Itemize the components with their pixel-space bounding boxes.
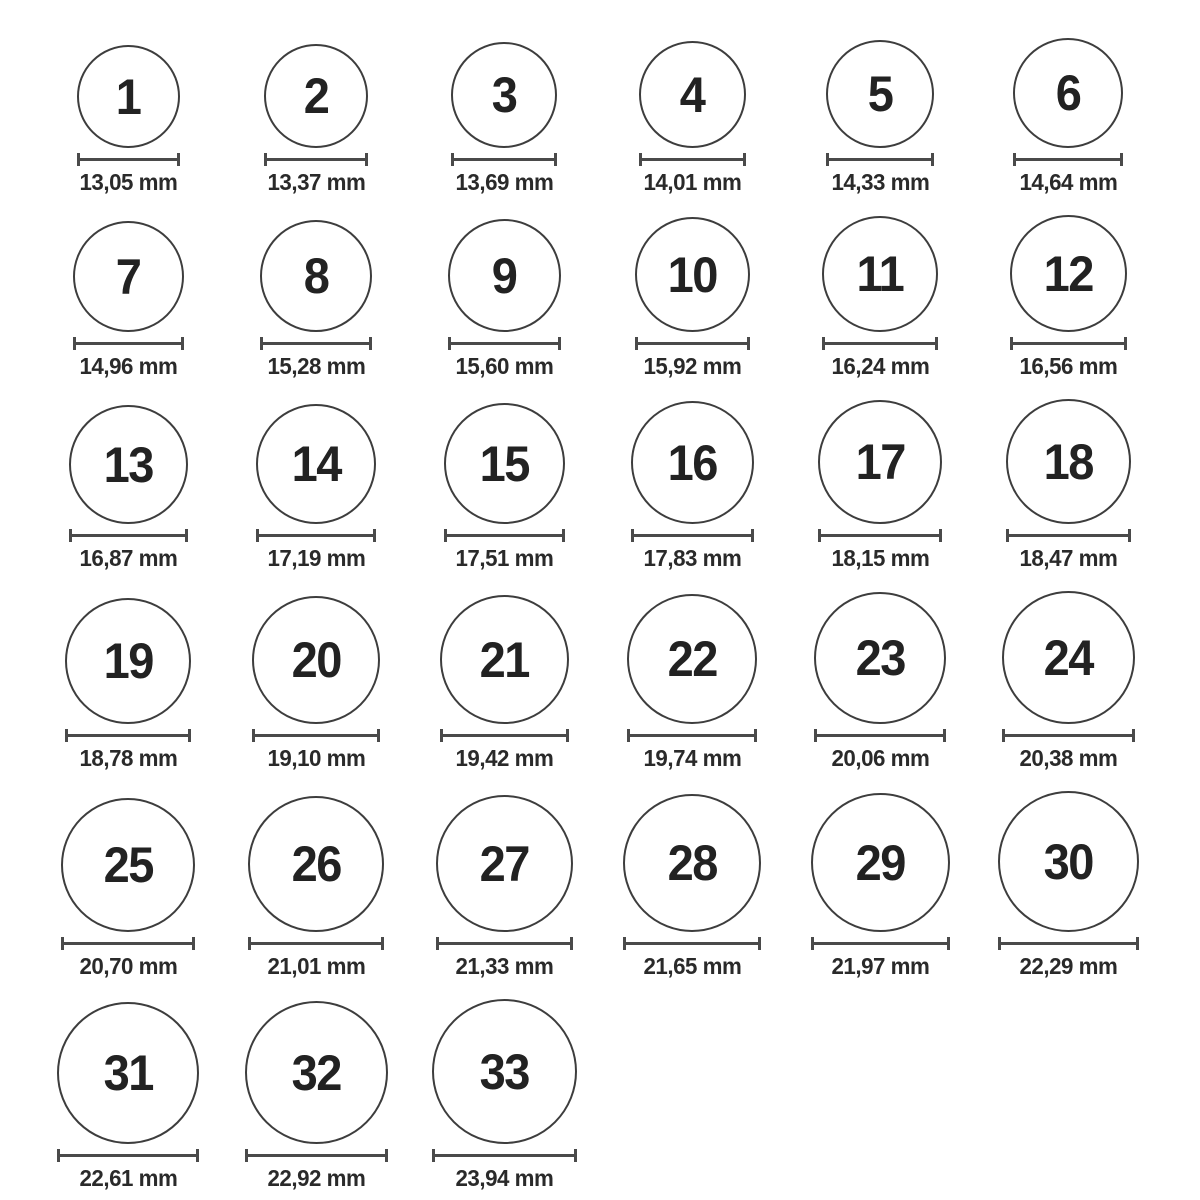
measure-bar <box>1002 734 1135 737</box>
measure-bar <box>448 342 561 345</box>
ring-number: 3 <box>491 67 517 123</box>
measure-line <box>436 937 573 950</box>
ring-cell <box>34 221 222 379</box>
ring-number: 6 <box>1055 65 1081 121</box>
measure-line <box>73 337 184 350</box>
ring-number: 13 <box>103 436 153 493</box>
ring-circle <box>69 405 188 524</box>
measure-tick-right <box>1120 153 1123 166</box>
measure-line <box>248 937 384 950</box>
measure-bar <box>252 734 380 737</box>
ring-cell <box>410 595 598 771</box>
ring-number: 5 <box>867 66 893 122</box>
ring-diameter-label: 15,60 mm <box>455 353 553 379</box>
measure-line <box>635 337 750 350</box>
ring-number: 17 <box>855 434 905 490</box>
measure-tick-right <box>574 1149 577 1162</box>
measure-line <box>256 529 376 542</box>
measure-line <box>260 337 372 350</box>
measure-tick-right <box>177 153 180 166</box>
ring-number: 18 <box>1043 433 1093 490</box>
measure-bar <box>256 534 376 537</box>
ring-cell <box>34 405 222 571</box>
ring-diameter-label: 22,92 mm <box>267 1165 365 1191</box>
measure-bar <box>627 734 757 737</box>
measure-line <box>57 1149 199 1162</box>
ring-number: 19 <box>103 633 153 689</box>
ring-diameter-label: 22,29 mm <box>1019 953 1117 979</box>
ring-diameter-label: 16,56 mm <box>1019 353 1117 379</box>
ring-diameter-label: 14,96 mm <box>79 353 177 379</box>
ring-cell <box>974 591 1162 771</box>
ring-circle <box>436 795 573 932</box>
ring-circle <box>814 592 946 724</box>
ring-number: 2 <box>303 68 329 124</box>
measure-line <box>826 153 934 166</box>
measure-tick-right <box>1124 337 1127 350</box>
ring-cell <box>410 42 598 195</box>
ring-diameter-label: 13,37 mm <box>267 169 365 195</box>
ring-diameter-label: 19,42 mm <box>455 745 553 771</box>
ring-circle <box>1010 215 1127 332</box>
measure-line <box>61 937 195 950</box>
ring-cell <box>974 38 1162 195</box>
ring-circle <box>448 219 561 332</box>
ring-circle <box>635 217 750 332</box>
ring-diameter-label: 13,69 mm <box>455 169 553 195</box>
ring-number: 14 <box>291 436 341 492</box>
ring-number: 8 <box>303 248 329 304</box>
measure-bar <box>65 734 191 737</box>
ring-circle <box>256 404 376 524</box>
ring-number: 11 <box>856 246 904 302</box>
measure-tick-right <box>377 729 380 742</box>
ring-diameter-label: 17,51 mm <box>455 545 553 571</box>
ring-cell <box>222 596 410 771</box>
measure-line <box>811 937 950 950</box>
ring-number: 22 <box>667 631 717 687</box>
ring-number: 31 <box>103 1045 153 1101</box>
ring-diameter-label: 17,19 mm <box>267 545 365 571</box>
measure-bar <box>69 534 188 537</box>
measure-bar <box>635 342 750 345</box>
measure-tick-right <box>570 937 573 950</box>
measure-line <box>448 337 561 350</box>
ring-diameter-label: 18,78 mm <box>79 745 177 771</box>
ring-circle <box>1002 591 1135 724</box>
measure-tick-right <box>931 153 934 166</box>
ring-cell <box>786 793 974 979</box>
ring-row <box>34 999 1200 1191</box>
ring-diameter-label: 13,05 mm <box>79 169 177 195</box>
measure-tick-right <box>943 729 946 742</box>
measure-bar <box>1013 158 1123 161</box>
ring-row <box>34 215 1200 379</box>
measure-line <box>77 153 180 166</box>
ring-cell <box>410 403 598 571</box>
ring-diameter-label: 15,28 mm <box>267 353 365 379</box>
ring-number: 30 <box>1043 833 1093 890</box>
ring-diameter-label: 14,64 mm <box>1019 169 1117 195</box>
measure-line <box>65 729 191 742</box>
measure-tick-right <box>558 337 561 350</box>
measure-tick-right <box>365 153 368 166</box>
ring-cell <box>34 45 222 195</box>
measure-tick-right <box>181 337 184 350</box>
ring-diameter-label: 15,92 mm <box>643 353 741 379</box>
measure-bar <box>245 1154 388 1157</box>
ring-cell <box>410 219 598 379</box>
ring-circle <box>245 1001 388 1144</box>
measure-tick-right <box>751 529 754 542</box>
ring-circle <box>631 401 754 524</box>
ring-cell <box>598 41 786 195</box>
measure-tick-right <box>1132 729 1135 742</box>
measure-tick-right <box>1128 529 1131 542</box>
measure-line <box>444 529 565 542</box>
ring-cell <box>222 796 410 979</box>
ring-cell <box>974 399 1162 571</box>
measure-line <box>1010 337 1127 350</box>
ring-circle <box>451 42 557 148</box>
measure-tick-right <box>192 937 195 950</box>
ring-cell <box>410 999 598 1191</box>
ring-cell <box>598 217 786 379</box>
measure-tick-right <box>947 937 950 950</box>
ring-circle <box>65 598 191 724</box>
ring-number: 4 <box>679 66 705 123</box>
ring-circle <box>822 216 938 332</box>
ring-diameter-label: 20,38 mm <box>1019 745 1117 771</box>
ring-number: 12 <box>1043 245 1093 302</box>
ring-row <box>34 38 1200 195</box>
ring-circle <box>73 221 184 332</box>
ring-cell <box>222 404 410 571</box>
measure-line <box>440 729 569 742</box>
measure-tick-right <box>754 729 757 742</box>
measure-tick-right <box>566 729 569 742</box>
ring-number: 7 <box>115 248 141 305</box>
measure-line <box>814 729 946 742</box>
ring-cell <box>598 594 786 771</box>
ring-row <box>34 399 1200 571</box>
ring-circle <box>61 798 195 932</box>
measure-tick-right <box>554 153 557 166</box>
ring-diameter-label: 19,10 mm <box>267 745 365 771</box>
measure-tick-right <box>758 937 761 950</box>
ring-circle <box>639 41 746 148</box>
measure-bar <box>73 342 184 345</box>
ring-diameter-label: 18,47 mm <box>1019 545 1117 571</box>
ring-cell <box>222 1001 410 1191</box>
measure-line <box>451 153 557 166</box>
measure-line <box>631 529 754 542</box>
ring-circle <box>260 220 372 332</box>
ring-cell <box>786 216 974 379</box>
measure-bar <box>826 158 934 161</box>
measure-line <box>639 153 746 166</box>
measure-tick-right <box>385 1149 388 1162</box>
ring-cell <box>34 1002 222 1191</box>
ring-number: 27 <box>479 835 529 892</box>
ring-number: 25 <box>103 837 153 893</box>
measure-tick-right <box>939 529 942 542</box>
measure-bar <box>998 942 1139 945</box>
ring-diameter-label: 21,33 mm <box>455 953 553 979</box>
ring-circle <box>440 595 569 724</box>
ring-diameter-label: 21,01 mm <box>267 953 365 979</box>
ring-number: 20 <box>291 632 341 688</box>
ring-circle <box>432 999 577 1144</box>
ring-number: 26 <box>291 836 341 892</box>
measure-tick-right <box>562 529 565 542</box>
ring-number: 9 <box>491 247 517 304</box>
measure-bar <box>822 342 938 345</box>
measure-bar <box>631 534 754 537</box>
ring-number: 1 <box>115 68 141 125</box>
ring-circle <box>623 794 761 932</box>
measure-bar <box>436 942 573 945</box>
measure-bar <box>264 158 368 161</box>
ring-circle <box>818 400 942 524</box>
ring-circle <box>826 40 934 148</box>
ring-cell <box>410 795 598 979</box>
ring-cell <box>222 220 410 379</box>
ring-cell <box>598 794 786 979</box>
ring-number: 21 <box>479 631 529 688</box>
measure-tick-right <box>743 153 746 166</box>
measure-bar <box>814 734 946 737</box>
ring-diameter-label: 20,06 mm <box>831 745 929 771</box>
ring-circle <box>57 1002 199 1144</box>
ring-circle <box>264 44 368 148</box>
measure-line <box>252 729 380 742</box>
measure-line <box>998 937 1139 950</box>
measure-bar <box>623 942 761 945</box>
measure-bar <box>1006 534 1131 537</box>
measure-bar <box>248 942 384 945</box>
ring-diameter-label: 23,94 mm <box>455 1165 553 1191</box>
ring-circle <box>627 594 757 724</box>
ring-cell <box>974 215 1162 379</box>
measure-bar <box>811 942 950 945</box>
measure-tick-right <box>1136 937 1139 950</box>
ring-number: 15 <box>479 435 529 492</box>
ring-circle <box>1006 399 1131 524</box>
measure-line <box>1006 529 1131 542</box>
ring-number: 29 <box>855 834 905 891</box>
ring-number: 10 <box>667 246 717 303</box>
ring-row <box>34 591 1200 771</box>
measure-tick-right <box>935 337 938 350</box>
ring-cell <box>786 400 974 571</box>
measure-bar <box>639 158 746 161</box>
ring-diameter-label: 21,97 mm <box>831 953 929 979</box>
measure-bar <box>1010 342 1127 345</box>
measure-tick-right <box>188 729 191 742</box>
measure-bar <box>432 1154 577 1157</box>
ring-diameter-label: 16,24 mm <box>831 353 929 379</box>
ring-cell <box>786 40 974 195</box>
ring-number: 32 <box>291 1044 341 1101</box>
ring-number: 23 <box>855 630 905 686</box>
measure-tick-right <box>185 529 188 542</box>
ring-cell <box>34 598 222 771</box>
ring-number: 24 <box>1043 629 1093 686</box>
measure-bar <box>444 534 565 537</box>
ring-circle <box>1013 38 1123 148</box>
ring-circle <box>252 596 380 724</box>
measure-line <box>264 153 368 166</box>
ring-diameter-label: 14,01 mm <box>643 169 741 195</box>
ring-number: 33 <box>479 1043 529 1100</box>
ring-diameter-label: 22,61 mm <box>79 1165 177 1191</box>
ring-diameter-label: 16,87 mm <box>79 545 177 571</box>
measure-tick-right <box>369 337 372 350</box>
measure-line <box>818 529 942 542</box>
ring-cell <box>222 44 410 195</box>
measure-bar <box>451 158 557 161</box>
measure-line <box>245 1149 388 1162</box>
measure-bar <box>61 942 195 945</box>
ring-row <box>34 791 1200 979</box>
measure-bar <box>57 1154 199 1157</box>
measure-line <box>1013 153 1123 166</box>
ring-circle <box>248 796 384 932</box>
ring-cell <box>786 592 974 771</box>
measure-line <box>623 937 761 950</box>
ring-number: 16 <box>667 434 717 491</box>
ring-diameter-label: 14,33 mm <box>831 169 929 195</box>
measure-tick-right <box>196 1149 199 1162</box>
ring-diameter-label: 18,15 mm <box>831 545 929 571</box>
measure-line <box>627 729 757 742</box>
measure-line <box>432 1149 577 1162</box>
ring-circle <box>444 403 565 524</box>
ring-cell <box>974 791 1162 979</box>
ring-circle <box>998 791 1139 932</box>
measure-tick-right <box>373 529 376 542</box>
measure-line <box>822 337 938 350</box>
measure-bar <box>260 342 372 345</box>
measure-tick-right <box>381 937 384 950</box>
ring-cell <box>598 401 786 571</box>
measure-line <box>1002 729 1135 742</box>
ring-cell <box>34 798 222 979</box>
ring-diameter-label: 20,70 mm <box>79 953 177 979</box>
measure-tick-right <box>747 337 750 350</box>
measure-bar <box>77 158 180 161</box>
ring-diameter-label: 17,83 mm <box>643 545 741 571</box>
ring-diameter-label: 19,74 mm <box>643 745 741 771</box>
ring-number: 28 <box>667 835 717 891</box>
measure-bar <box>818 534 942 537</box>
measure-bar <box>440 734 569 737</box>
ring-circle <box>77 45 180 148</box>
ring-circle <box>811 793 950 932</box>
ring-diameter-label: 21,65 mm <box>643 953 741 979</box>
measure-line <box>69 529 188 542</box>
